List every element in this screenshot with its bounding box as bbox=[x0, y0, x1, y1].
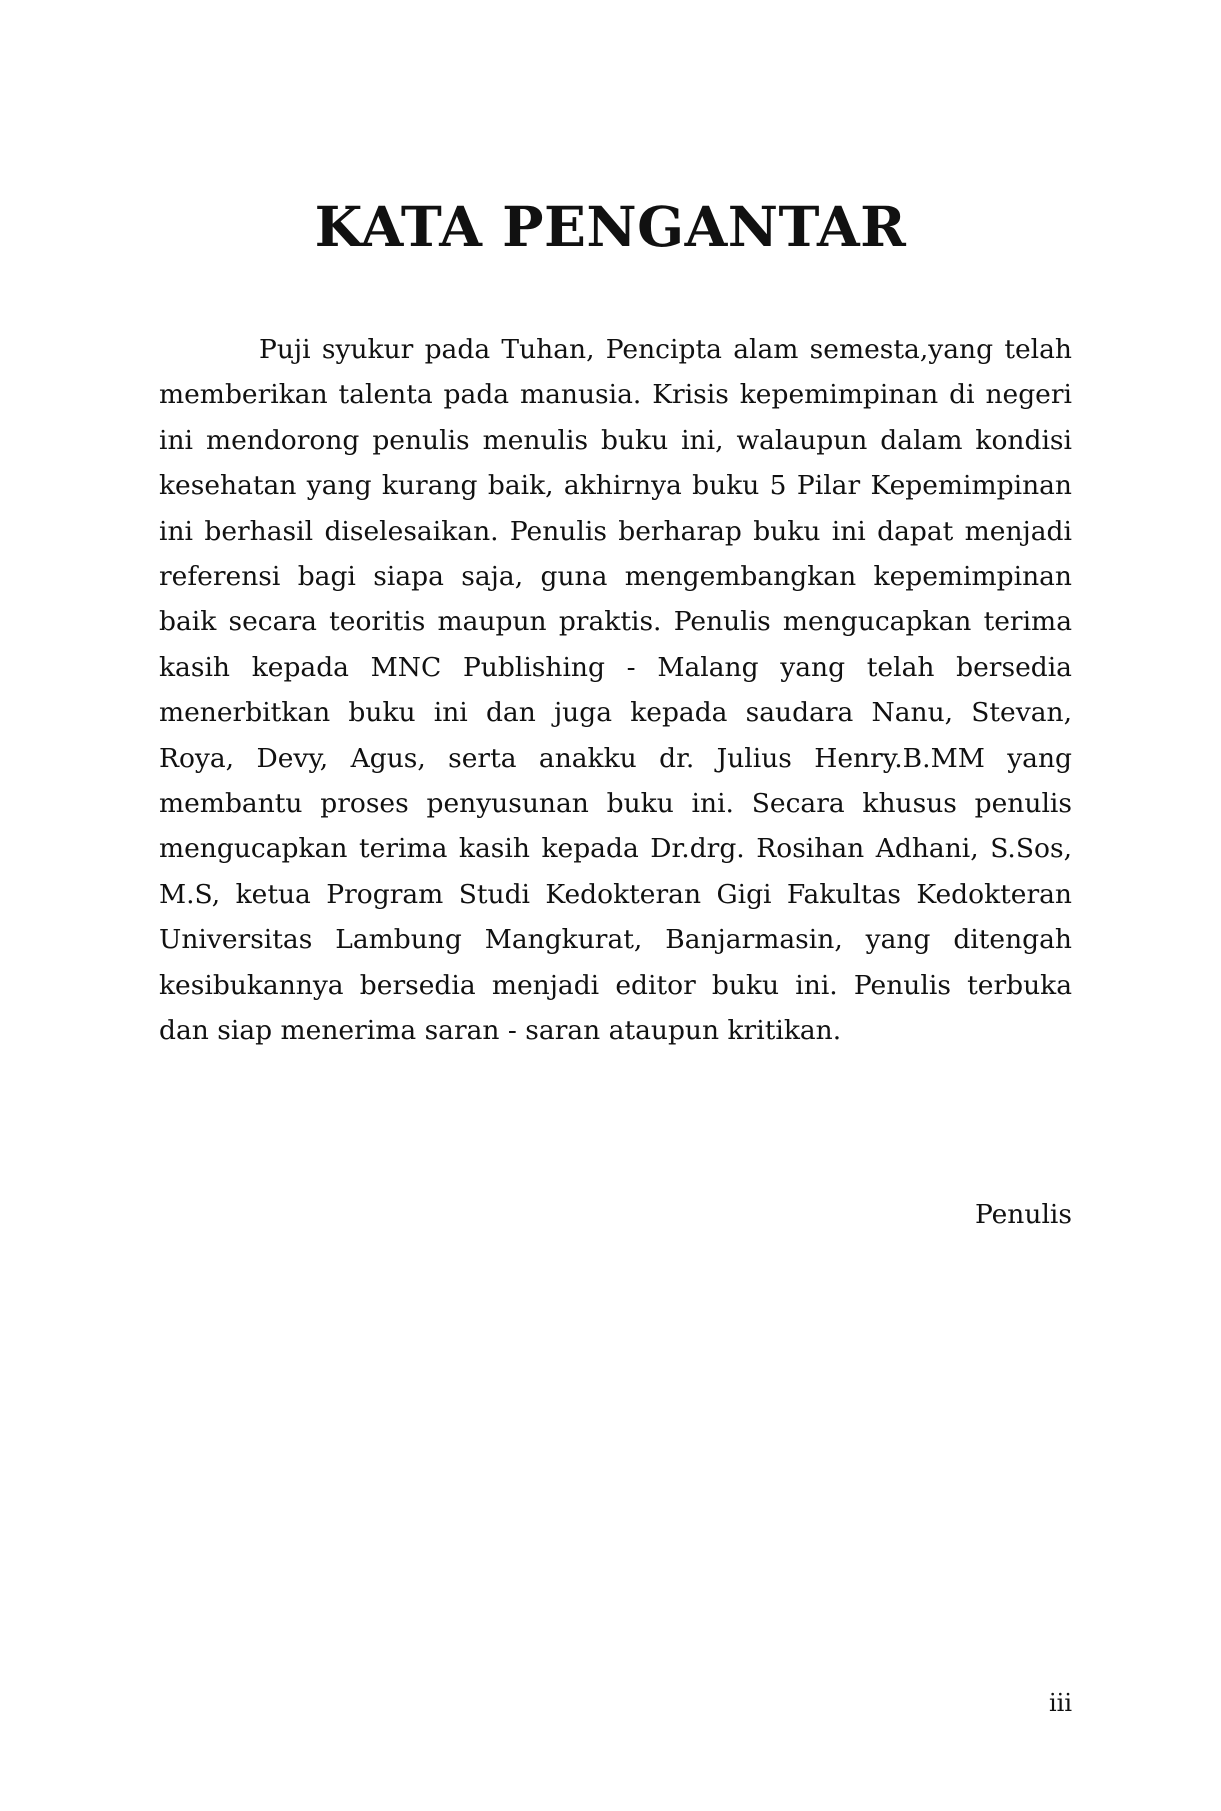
author-signature: Penulis bbox=[974, 1199, 1072, 1230]
page-number: iii bbox=[1048, 1689, 1072, 1717]
body-paragraph: Puji syukur pada Tuhan, Pencipta alam semesta,yang telah memberikan talenta pada manusia. Krisis kepemimpinan di negeri ini mendorong penulis menulis buku ini, walaupun dalam kondisi kesehatan yang kurang baik, akhirnya buku 5 Pilar Kepemimpinan ini berhasil diselesaikan. Penulis berharap buku ini dapat menjadi referensi bagi siapa saja, guna mengembangkan kepemimpinan baik secara teoritis maupun praktis. Penulis mengucapkan terima kasih kepada MNC Publishing - Malang yang telah bersedia menerbitkan buku ini dan juga kepada saudara Nanu, Stevan, Roya, Devy, Agus, serta anakku dr. Julius Henry.B.MM yang membantu proses penyusunan buku ini. Secara khusus penulis mengucapkan terima kasih kepada Dr.drg. Rosihan Adhani, S.Sos, M.S, ketua Program Studi Kedokteran Gigi Fakultas Kedokteran Universitas Lambung Mangkurat, Banjarmasin, yang ditengah kesibukannya bersedia menjadi editor buku ini. Penulis terbuka dan siap menerima saran - saran ataupun kritikan. bbox=[159, 334, 1072, 1047]
page-title: KATA PENGANTAR bbox=[314, 194, 907, 259]
